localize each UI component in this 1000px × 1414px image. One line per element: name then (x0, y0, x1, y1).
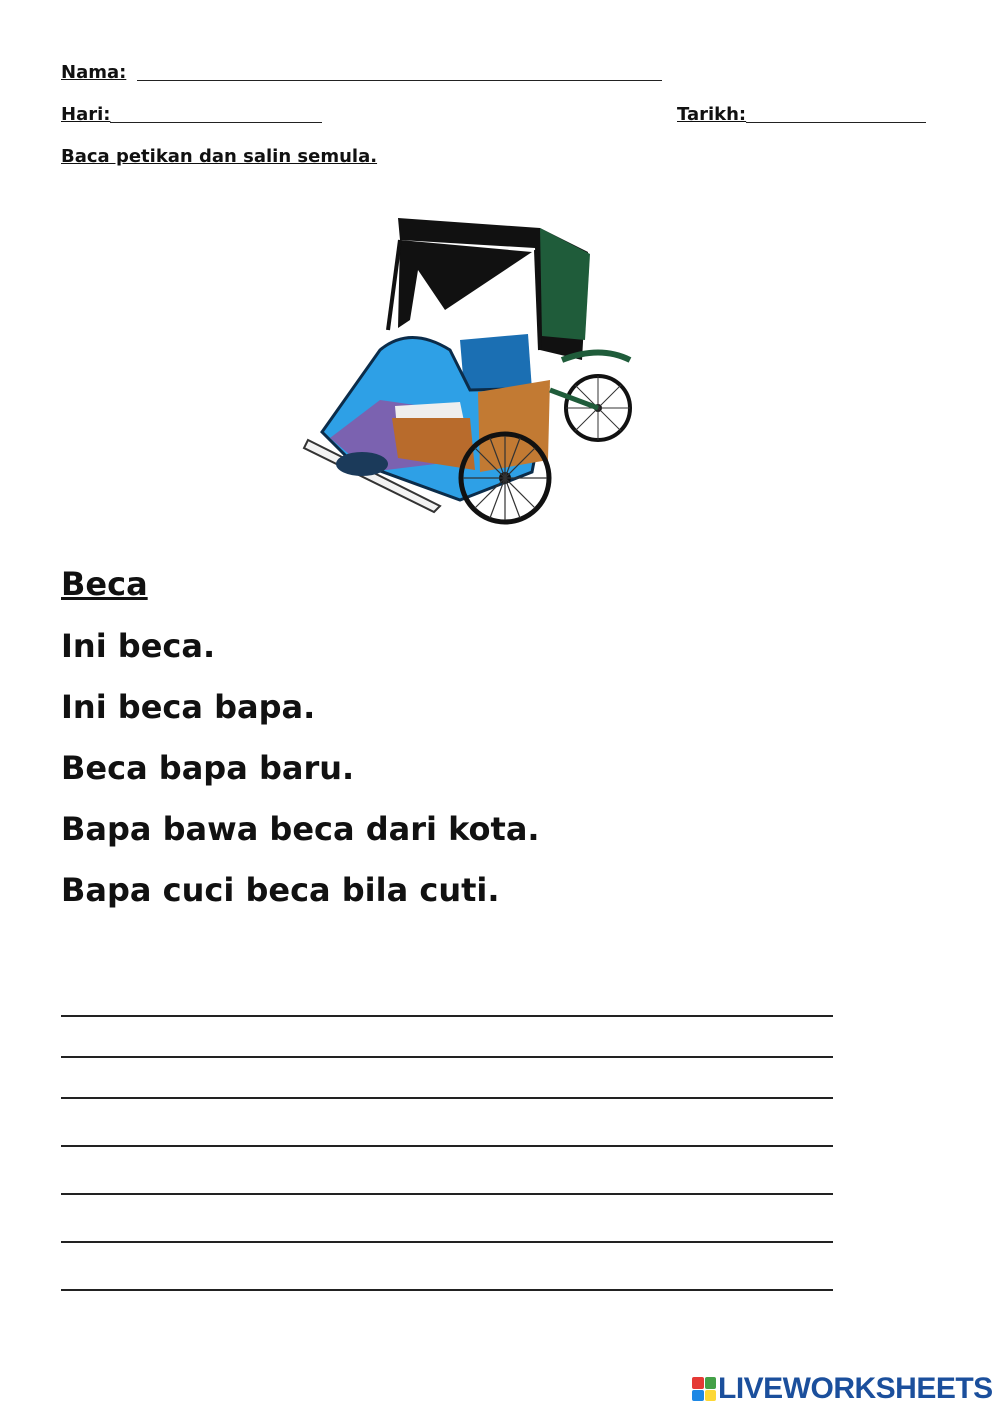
passage-title: Beca (61, 565, 148, 603)
writing-line[interactable] (61, 1056, 833, 1058)
writing-line[interactable] (61, 1241, 833, 1243)
date-label: Tarikh: (677, 104, 747, 125)
name-label: Nama: (61, 62, 127, 83)
writing-line[interactable] (61, 1145, 833, 1147)
sentence-1: Ini beca. (61, 627, 216, 665)
sentence-5: Bapa cuci beca bila cuti. (61, 871, 500, 909)
day-label: Hari: (61, 104, 111, 125)
writing-line[interactable] (61, 1097, 833, 1099)
name-field[interactable] (137, 80, 662, 81)
sentence-2: Ini beca bapa. (61, 688, 316, 726)
canopy-side (540, 228, 590, 340)
sentence-4: Bapa bawa beca dari kota. (61, 810, 540, 848)
small-wheel (336, 452, 388, 476)
liveworksheets-logo (692, 1372, 993, 1406)
logo-mark-icon (692, 1377, 716, 1401)
writing-line[interactable] (61, 1289, 833, 1291)
sentence-3: Beca bapa baru. (61, 749, 355, 787)
trishaw-illustration (300, 210, 640, 550)
writing-line[interactable] (61, 1193, 833, 1195)
day-field[interactable] (110, 122, 322, 123)
side-panel (478, 380, 550, 472)
date-field[interactable] (746, 122, 926, 123)
logo-text: LIVEWORKSHEETS (718, 1372, 993, 1405)
instruction-text: Baca petikan dan salin semula. (61, 146, 378, 167)
canopy-front (398, 240, 532, 328)
writing-line[interactable] (61, 1015, 833, 1017)
